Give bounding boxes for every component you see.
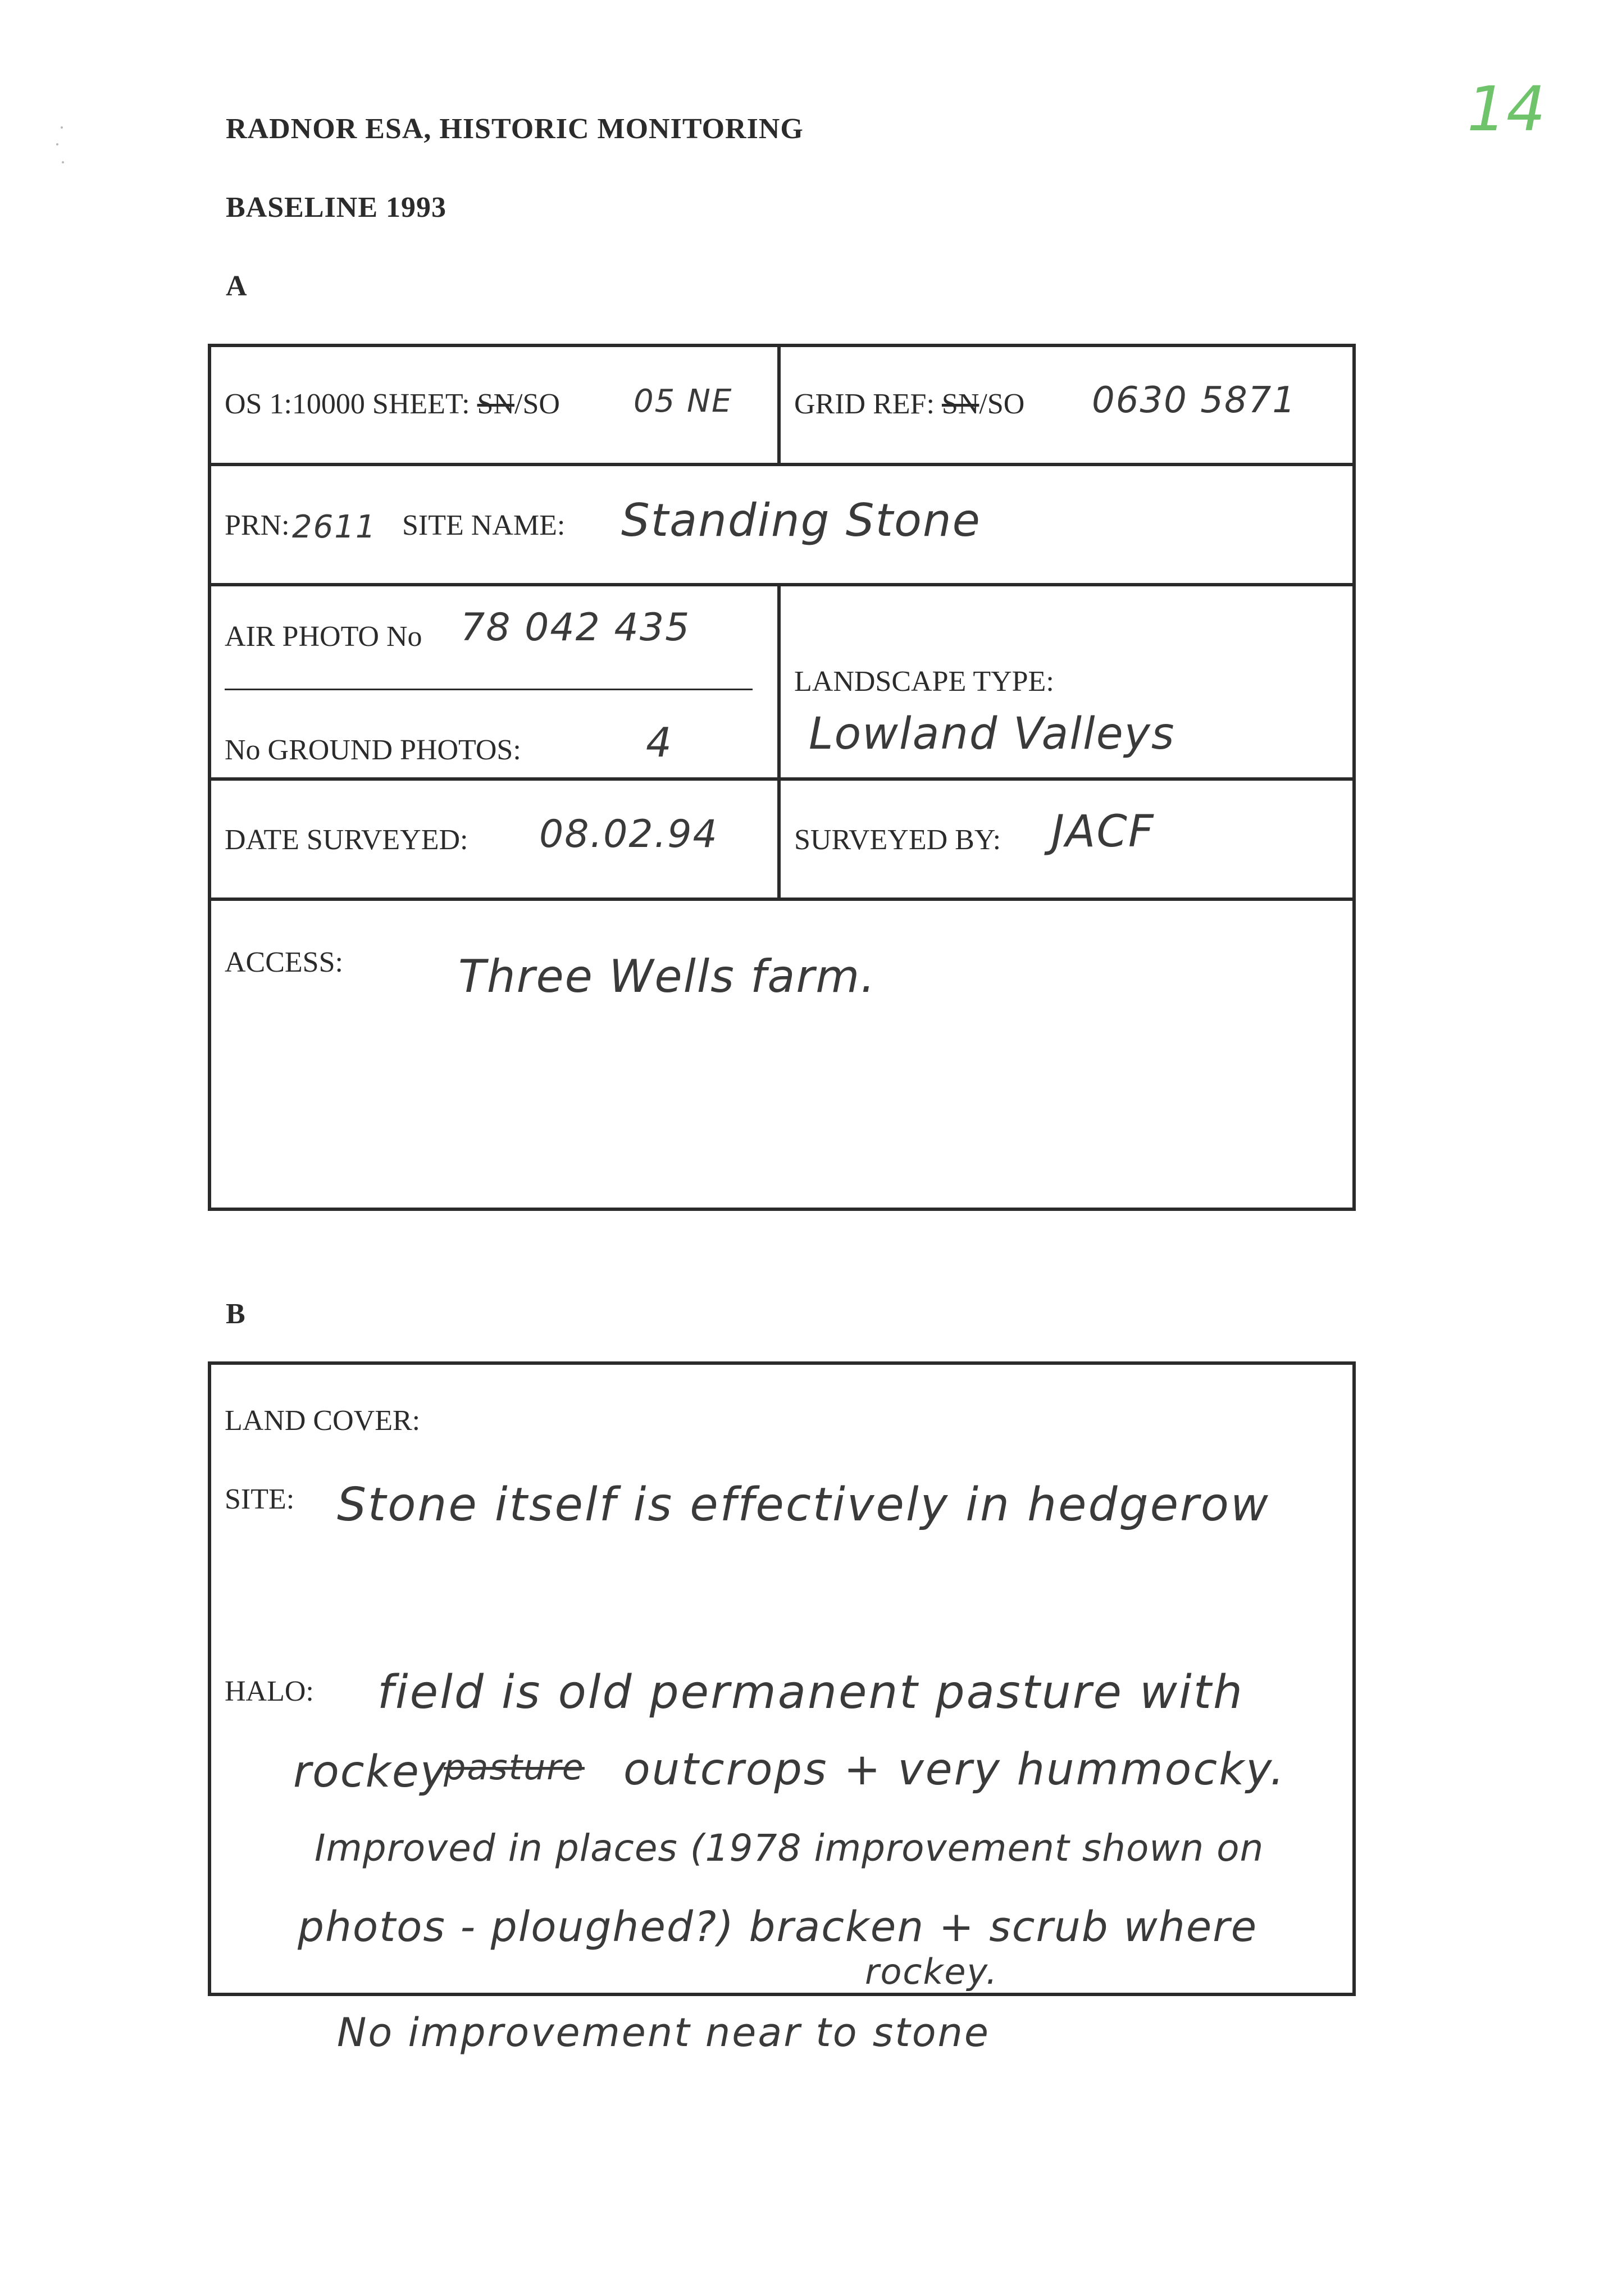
section-b-letter: B	[226, 1298, 245, 1330]
row-divider	[208, 898, 1356, 901]
os-sheet-value: 05 NE	[634, 383, 733, 420]
access-label: ACCESS:	[225, 946, 343, 978]
halo-line-2-start: rockey	[293, 1747, 447, 1797]
land-cover-label: LAND COVER:	[225, 1405, 421, 1437]
scan-specks	[55, 126, 66, 171]
landscape-type-label: LANDSCAPE TYPE:	[794, 666, 1054, 698]
grid-ref-struck-prefix: SN	[941, 388, 979, 420]
halo-line-5: rockey.	[865, 1951, 999, 1992]
halo-line-2-end: outcrops + very hummocky.	[623, 1744, 1286, 1795]
air-photo-rule	[225, 689, 753, 690]
column-divider	[777, 344, 781, 464]
document-title: RADNOR ESA, HISTORIC MONITORING	[226, 113, 804, 145]
grid-ref-value: 0630 5871	[1092, 380, 1297, 421]
section-a-letter: A	[226, 270, 247, 302]
surveyed-by-value: JACF	[1051, 807, 1155, 857]
landscape-type-value: Lowland Valleys	[809, 709, 1176, 759]
air-photo-label: AIR PHOTO No	[225, 621, 422, 653]
page-number: 14	[1467, 73, 1546, 145]
site-name-value: Standing Stone	[621, 494, 981, 546]
os-sheet-field	[225, 388, 560, 421]
ground-photos-value: 4	[646, 719, 673, 766]
halo-line-1: field is old permanent pasture with	[377, 1666, 1244, 1719]
grid-ref-field	[794, 388, 1024, 421]
site-value: Stone itself is effectively in hedgerow	[337, 1478, 1270, 1532]
halo-line-3: Improved in places (1978 improvement shown on	[315, 1826, 1264, 1870]
ground-photos-label: No GROUND PHOTOS:	[225, 734, 521, 766]
access-value: Three Wells farm.	[458, 950, 876, 1003]
baseline-label: BASELINE 1993	[226, 192, 446, 224]
os-sheet-struck-prefix: SN	[477, 388, 515, 420]
footnote: No improvement near to stone	[337, 2010, 990, 2056]
row-divider	[208, 583, 1356, 586]
halo-line-4: photos - ploughed?) bracken + scrub where	[298, 1903, 1258, 1951]
prn-value: 2611	[292, 509, 377, 545]
date-surveyed-value: 08.02.94	[539, 812, 718, 857]
row-divider	[208, 777, 1356, 781]
halo-label: HALO:	[225, 1675, 314, 1707]
grid-ref-prefix: /SO	[979, 388, 1025, 420]
date-surveyed-label: DATE SURVEYED:	[225, 824, 468, 856]
os-sheet-prefix: /SO	[514, 388, 560, 420]
site-label: SITE:	[225, 1483, 295, 1515]
column-divider	[777, 583, 781, 899]
surveyed-by-label: SURVEYED BY:	[794, 824, 1001, 856]
row-divider	[208, 463, 1356, 466]
air-photo-value: 78 042 435	[461, 605, 691, 650]
site-name-label: SITE NAME:	[402, 509, 566, 541]
os-sheet-label: OS 1:10000 SHEET:	[225, 388, 470, 420]
halo-struck-word: pasture	[444, 1747, 585, 1788]
grid-ref-label: GRID REF:	[794, 388, 935, 420]
prn-label: PRN:	[225, 509, 290, 541]
